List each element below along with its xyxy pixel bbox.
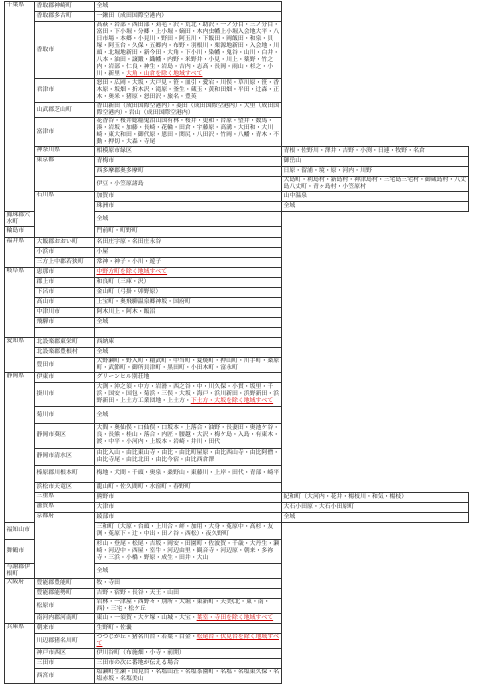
table-row <box>5 383 469 407</box>
area-text: 山中温泉 <box>283 193 308 200</box>
prefecture-cell: 京都府 <box>35 512 95 578</box>
area-cell <box>95 277 282 287</box>
area-text: 吉野・宿野・長谷・天王・山田 <box>96 590 179 597</box>
area-text: 由比入山・由比東山寺・由比・由比町屋原・由比西山寺・由比阿僧・由比寺尾・由比北田・由比今宿・由比西倉澤 <box>96 449 280 463</box>
area-text: 全域 <box>96 215 109 222</box>
municipality-cell: 青梅市 <box>95 157 282 167</box>
area-cell <box>95 659 282 669</box>
municipality-cell: 福知山市 <box>5 522 35 539</box>
municipality-cell: 香取郡神崎町 <box>35 2 95 12</box>
area-cell <box>95 358 282 373</box>
table-row <box>5 599 469 614</box>
table-row <box>5 358 469 373</box>
prefecture-cell: 静岡県 <box>5 373 35 523</box>
area-text: 牧・寺田 <box>96 580 121 587</box>
area-text: 怒田・広岡・大坂・大戸見・笹・皿引・愛宕・川俣・草川原・笹・香木原・坂畑・折木沢・滝原・釜生・蔵玉・黄和田畑・平田・辻森・正木・奥米・猪原・怒田沢・旅名・豊英 <box>96 80 280 101</box>
area-cell <box>282 202 469 212</box>
prefecture-cell: 兵庫県 <box>5 624 35 684</box>
municipality-cell: 朝来市 <box>35 624 95 634</box>
area-cell <box>95 599 282 614</box>
area-text: 紀和町（大河内・花井・楊枝川・和気・楊枝） <box>283 493 408 500</box>
area-cell <box>95 79 282 103</box>
table-row <box>5 327 469 337</box>
municipality-cell: 豊能郡能勢町 <box>35 589 95 599</box>
exclusion-highlight: 大角・山倉を除く地域すべて <box>125 71 203 78</box>
area-cell <box>95 227 282 237</box>
table-row <box>5 22 469 79</box>
municipality-cell: 静岡市清水区 <box>35 448 95 465</box>
municipality-cell: 鳳珠郡穴水町 <box>5 212 35 227</box>
municipality-cell: 飛騨市 <box>35 317 95 327</box>
area-text: グリーンヒル別荘地 <box>96 374 150 381</box>
area-cell <box>95 297 282 307</box>
table-row <box>5 307 469 317</box>
area-text: 三和町（大原・台頭・上川合・岼・加用・大身・菟原中・高杉・友渕・菟原下・辻・中出・田ノ谷・西松）・夜久野町 <box>96 523 274 537</box>
municipality-cell: 綾部市 <box>95 512 282 522</box>
table-row <box>5 512 469 522</box>
area-text: 青根・佐野川・澤井・吉野・小渕・日連・牧野・名倉 <box>283 148 425 155</box>
area-text: 大野瀬町・野入町・稲武町・中当町・夏焼町・押山町・川手町・桑原町・武節町・御所貝津町・黒田町・小田木町・富永町 <box>96 358 280 372</box>
table-row <box>5 492 469 502</box>
table-row <box>5 482 469 492</box>
area-cell <box>95 247 282 257</box>
area-cell <box>95 383 282 407</box>
prefecture-cell: 愛知県 <box>5 337 35 372</box>
municipality-cell: 南河内郡河南町 <box>35 614 95 624</box>
table-row <box>5 103 469 118</box>
municipality-cell: 香取市 <box>35 22 95 79</box>
area-text: 全域 <box>96 3 109 10</box>
area-cell <box>95 424 282 448</box>
area-text: 御岳山 <box>283 158 302 165</box>
area-text: 一鍬田（成田国際空港内） <box>96 13 168 20</box>
area-text: 大石小田原・大石小田原町 <box>283 503 355 510</box>
table-row <box>5 2 469 12</box>
area-cell <box>95 634 282 649</box>
area-text: 三田市の次に番地が伝える場合 <box>96 660 179 667</box>
table-row <box>5 79 469 103</box>
prefecture-cell: 大阪府 <box>5 579 35 624</box>
table-row <box>5 147 469 157</box>
area-text: 梅地・犬間・千頭・奥泉・桑野山・東藤川・上岸・田代・青部・崎平 <box>96 470 280 477</box>
area-text: 全域 <box>96 567 109 574</box>
area-text: 全域 <box>283 513 296 520</box>
area-cell <box>282 177 469 192</box>
table-row <box>5 589 469 599</box>
municipality-cell: 君津市 <box>35 79 95 103</box>
area-text: 高萩・岩部・西田部・苅毛・沢・荒北・助沢・一ノ分目・三ノ分目・富田・下小堀・分郷・上小堀・嫡田・木内虫幡上小堀入会地大平・八日市場・本郷・小見川・野田・阿玉川・下飯田・岡飯田・和泉・貝塚・阿玉台・久保・五郷内・布野・羽根川・栗源地新田・入会地・川頭・北堀地新田・新今田・大角・下小川・染幡・鬼谷・山川・白井・八本・油田・譲鍛・織幡・内野・米野井・小見・川上・薬野・竹之内・岩部・仁良・神生・岩島・吉内・志高・長岡・雨山・杉之・小川・新里・ <box>96 22 280 78</box>
area-text: つつじが丘・猪名川台・若葉・白金・ <box>96 634 197 641</box>
table-row <box>5 337 469 347</box>
area-text: 岩林・一津屋・西野々・別所・大堀・東新町・天美(北・東・南・西)・三宅・松ケ丘 <box>96 599 270 613</box>
area-cell <box>95 337 282 347</box>
area-cell <box>95 118 282 147</box>
area-text: 常神・神子・小川・遊子 <box>96 258 162 265</box>
municipality-cell: 静岡市葵区 <box>35 424 95 448</box>
prefecture-cell: 東京都 <box>35 157 95 192</box>
municipality-cell: 輪島市 <box>5 227 35 237</box>
municipality-cell: 浜松市天竜区 <box>35 482 95 492</box>
area-cell <box>95 579 282 589</box>
table-row <box>5 373 469 383</box>
municipality-cell: 熊野市 <box>95 492 282 502</box>
municipality-cell: 西多摩郡奥多摩町 <box>95 167 282 177</box>
table-row <box>5 579 469 589</box>
area-cell <box>95 614 282 624</box>
municipality-cell: 富津市 <box>35 118 95 147</box>
municipality-cell: 榛原郡川根本町 <box>35 465 95 482</box>
address-table-body <box>5 2 469 684</box>
table-row <box>5 12 469 22</box>
municipality-cell: 与謝郡伊根町 <box>5 564 35 579</box>
table-row <box>5 257 469 267</box>
municipality-cell: 神戸市西区 <box>35 649 95 659</box>
prefecture-cell: 滋賀県 <box>35 502 95 512</box>
area-text: 塩瀬町生瀬・国見台・名塩山荘・名塩茶園町・名塩・名塩東久保・名塩赤坂・名塩美山 <box>96 669 280 683</box>
table-row <box>5 634 469 649</box>
municipality-cell: 伊東市 <box>35 373 95 383</box>
municipality-cell: 西宮市 <box>35 669 95 684</box>
table-row <box>5 348 469 358</box>
area-cell <box>95 22 282 79</box>
prefecture-cell: 千葉県 <box>5 2 35 212</box>
table-row <box>5 614 469 624</box>
table-row <box>5 118 469 147</box>
table-row <box>5 448 469 465</box>
area-text: 龍山町・佐久間町・水窪町・春野町 <box>96 483 191 490</box>
area-cell <box>95 2 282 12</box>
area-cell <box>95 287 282 297</box>
municipality-cell: 下呂市 <box>35 287 95 297</box>
municipality-cell: 山武郡芝山町 <box>35 103 95 118</box>
municipality-cell: 小浜市 <box>35 247 95 257</box>
area-cell <box>95 257 282 267</box>
area-cell <box>282 167 469 177</box>
area-cell <box>95 522 282 539</box>
area-cell <box>282 502 469 512</box>
exclusion-highlight: 松尾台・伏見台を除く地域すべて <box>96 634 279 648</box>
municipality-cell: 高山市 <box>35 297 95 307</box>
municipality-cell: 大津市 <box>95 502 282 512</box>
municipality-cell: 珠洲市 <box>95 202 282 212</box>
area-cell <box>95 373 282 383</box>
prefecture-cell: 神奈川県 <box>35 147 95 157</box>
area-text: 門前町・町野町 <box>96 228 138 235</box>
table-row <box>5 502 469 512</box>
table-row <box>5 157 469 167</box>
municipality-cell: 松原市 <box>35 599 95 614</box>
municipality-cell: 大飯郡おおい町 <box>35 237 95 247</box>
area-text: 花香谷・桜井総稲鬼泪山国有林・桜井・更和・台原・望井・数馬・湊・岩坂・加藤・長崎・花輪・田倉・宇藤原・高溝・大田和・大川崎・東大和田・御代原・恩田・関尻・八田沢・竹岡・八幡・青木・不動・押切・大森・寺尾 <box>96 118 280 146</box>
area-text: 全域 <box>96 318 109 325</box>
area-cell <box>95 649 282 659</box>
area-text: 名田庄字原・名田庄永谷 <box>96 238 162 245</box>
area-text: 生野町・佐嚢 <box>96 625 132 632</box>
prefecture-cell: 福井県 <box>5 237 35 267</box>
municipality-cell: 北設楽郡東栄町 <box>35 337 95 347</box>
area-cell <box>95 589 282 599</box>
municipality-cell: 豊能郡豊能町 <box>35 579 95 589</box>
area-cell <box>95 307 282 317</box>
table-row <box>5 297 469 307</box>
area-cell <box>95 448 282 465</box>
table-row <box>5 267 469 277</box>
area-cell <box>95 348 282 358</box>
table-row <box>5 669 469 684</box>
prefecture-cell: 石川県 <box>35 192 95 237</box>
area-cell <box>95 539 282 563</box>
area-cell <box>95 482 282 492</box>
area-text: 東山・一須賀・大ケ塚・山城・大宝・ <box>96 615 197 622</box>
municipality-cell: 相模原市緑区 <box>95 147 282 157</box>
area-cell <box>95 212 282 227</box>
exclusion-highlight: 葉室・寺田を除く地域すべて <box>196 615 274 622</box>
area-cell <box>282 147 469 157</box>
municipality-cell: 菊川市 <box>35 407 95 424</box>
table-row <box>5 424 469 448</box>
area-text: 西納庫 <box>96 339 115 345</box>
municipality-cell: 三方上中郡若狭町 <box>35 257 95 267</box>
table-row <box>5 192 469 202</box>
municipality-cell <box>35 327 95 337</box>
table-row <box>5 287 469 297</box>
area-cell <box>95 465 282 482</box>
municipality-cell: 恵那市 <box>35 267 95 277</box>
area-text: 日原・留浦・境・原・河内・川野 <box>283 168 372 175</box>
table-row <box>5 649 469 659</box>
table-row <box>5 624 469 634</box>
area-text: 大島町・利島村・新島村・神津島村・三宅島三宅村・御蔵島村・八丈島八丈町・青ヶ島村・小笠原村 <box>283 177 467 191</box>
municipality-cell: 伊豆・小笠原諸島 <box>95 177 282 192</box>
table-row <box>5 407 469 424</box>
area-text: 和良町（三庫・沢） <box>96 278 150 285</box>
area-text: 全域 <box>96 411 109 418</box>
table-row <box>5 659 469 669</box>
area-text: 伊川谷町（布施畑・小寺・前開） <box>96 650 185 657</box>
area-text: 全域 <box>96 349 109 356</box>
area-cell <box>282 492 469 502</box>
municipality-cell: 三田市 <box>35 659 95 669</box>
area-cell <box>95 12 282 22</box>
area-cell <box>95 267 282 277</box>
area-cell <box>95 317 282 327</box>
municipality-cell: 香取郡多古町 <box>35 12 95 22</box>
table-row <box>5 277 469 287</box>
area-text: 大間・奥仙俣・口仙俣・口坂本・上落合・油野・長妻田・奥池ケ谷・良・長熊・桂山・落合・内匠・腰越・大沢・梅ケ島・入島・有東木・渡・中平・小河内・上坂本・岩崎・井川・田代 <box>96 425 280 446</box>
address-table <box>4 1 469 684</box>
area-text: 杉山・登尾・松尾・吉坂・岡安・田園町・佐波賀・千歳・大丹生・瀬崎・河辺中・西屋・室牛・河辺由里・観音寺・河辺原・朝来・多祢寺・三浜・小橋・野原・成生・田井・大山 <box>96 541 280 562</box>
municipality-cell: 豊田市 <box>35 358 95 373</box>
area-cell <box>95 564 282 579</box>
municipality-cell: 川辺郡猪名川町 <box>35 634 95 649</box>
municipality-cell: 掛川市 <box>35 383 95 407</box>
exclusion-note: 中野方町を除く地域すべて <box>96 268 168 275</box>
table-row <box>5 465 469 482</box>
municipality-cell: 舞鶴市 <box>5 539 35 563</box>
area-cell <box>95 327 282 337</box>
area-cell <box>282 157 469 167</box>
municipality-cell: 郡上市 <box>35 277 95 287</box>
area-cell <box>282 192 469 202</box>
area-text: 上宝町・奥飛騨温泉郷神坂・国府町 <box>96 298 191 305</box>
area-text: 小屋 <box>96 248 109 255</box>
table-row <box>5 237 469 247</box>
prefecture-cell: 三重県 <box>35 492 95 502</box>
area-cell <box>282 512 469 522</box>
area-text: 全域 <box>283 203 296 210</box>
area-cell <box>95 237 282 247</box>
area-cell <box>95 669 282 684</box>
area-text: 金山町（弓掛・卯野原） <box>96 288 162 295</box>
area-text: 阿木川上・阿木・飯沼 <box>96 308 156 315</box>
area-text: 大渕・沖之須・中方・岩滑・西之谷・中・川久保・小貫・坂里・千浜・国安・国包・菊浜・三俣・大坂・海戸・浜川新田・浜野新田・浜野新田・上土方工業団地・上土方・ <box>96 384 280 405</box>
table-row <box>5 247 469 257</box>
prefecture-cell: 岐阜県 <box>5 267 35 337</box>
municipality-cell: 中津川市 <box>35 307 95 317</box>
municipality-cell: 北設楽郡豊根村 <box>35 348 95 358</box>
area-cell <box>95 103 282 118</box>
area-cell <box>95 624 282 634</box>
area-text: 香山新田（成田国際空港内）・菱田（成田国際空港内）・大里（成田国際空港内）・岩山（成田国際空港内） <box>96 103 280 117</box>
area-cell <box>95 407 282 424</box>
municipality-cell: 加賀市 <box>95 192 282 202</box>
exclusion-highlight: 下土方・大坂を除く地域すべて <box>190 398 274 405</box>
table-row <box>5 317 469 327</box>
